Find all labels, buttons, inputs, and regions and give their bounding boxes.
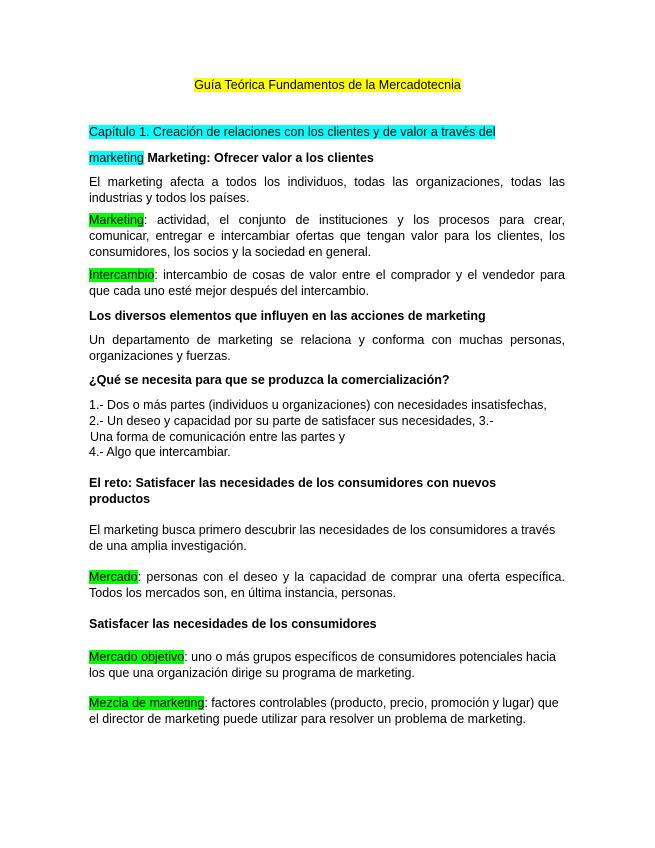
chapter-title-text: Capítulo 1. Creación de relaciones con los clientes y de valor a través del [89,125,496,139]
section-heading-satisfacer: Satisfacer las necesidades de los consumidores [89,617,377,631]
chapter-title-line2 [89,151,565,167]
list-item: 1.- Dos o más partes (individuos u organizaciones) con necesidades insatisfechas, [89,398,547,412]
definition-intercambio [89,268,565,300]
document-title-text: Guía Teórica Fundamentos de la Mercadotecnia [194,78,461,92]
paragraph-departamento: Un departamento de marketing se relaciona y conforma con muchas personas, organizaciones y fuerzas. [89,333,565,363]
term-intercambio: Intercambio [89,268,155,282]
paragraph-busca: El marketing busca primero descubrir las necesidades de los consumidores a través de una amplia investigación. [89,523,556,553]
definition-intercambio-text: : intercambio de cosas de valor entre el comprador y el vendedor para que cada uno esté mejor después del intercambio. [89,268,565,298]
chapter-title-marketing: marketing [89,151,144,165]
definition-marketing [89,213,565,260]
definition-mercado-objetivo-text: : uno o más grupos específicos de consumidores potenciales hacia los que una organización dirige su programa de marketing. [89,650,556,680]
definition-mercado [89,570,565,602]
list-item: Una forma de comunicación entre las partes y [90,429,345,444]
requirements-list [89,398,565,461]
paragraph-intro: El marketing afecta a todos los individuos, todas las organizaciones, todas las industrias y todos los países. [89,175,565,205]
section-heading-reto: El reto: Satisfacer las necesidades de los consumidores con nuevos productos [89,476,497,506]
term-mezcla-de-marketing: Mezcla de marketing [89,696,205,710]
definition-mezcla-text: : factores controlables (producto, precio, promoción y lugar) que el director de marketing puede utilizar para resolver un problema de marketing. [89,696,559,726]
list-item: 4.- Algo que intercambiar. [89,445,231,460]
chapter-title-line1 [89,125,565,141]
section-heading-elementos: Los diversos elementos que influyen en las acciones de marketing [89,309,486,323]
definition-marketing-text: : actividad, el conjunto de instituciones y los procesos para crear, comunicar, entregar e intercambiar ofertas que tengan valor para los clientes, los consumidores, los socios y la sociedad en general. [89,213,565,259]
definition-mercado-text: : personas con el deseo y la capacidad de comprar una oferta específica. Todos los mercados son, en última instancia, personas. [89,570,565,600]
term-mercado-objetivo: Mercado objetivo [89,650,185,664]
term-marketing: Marketing [89,213,144,227]
section-heading-ofrecer-valor: Marketing: Ofrecer valor a los clientes [147,151,374,165]
section-heading-que-se-necesita: ¿Qué se necesita para que se produzca la comercialización? [89,373,450,387]
document-title [0,78,655,92]
definition-mercado-objetivo [89,650,565,682]
definition-mezcla [89,696,559,728]
list-item: 2.- Un deseo y capacidad por su parte de satisfacer sus necesidades, 3.- [89,413,494,428]
term-mercado: Mercado [89,570,138,584]
